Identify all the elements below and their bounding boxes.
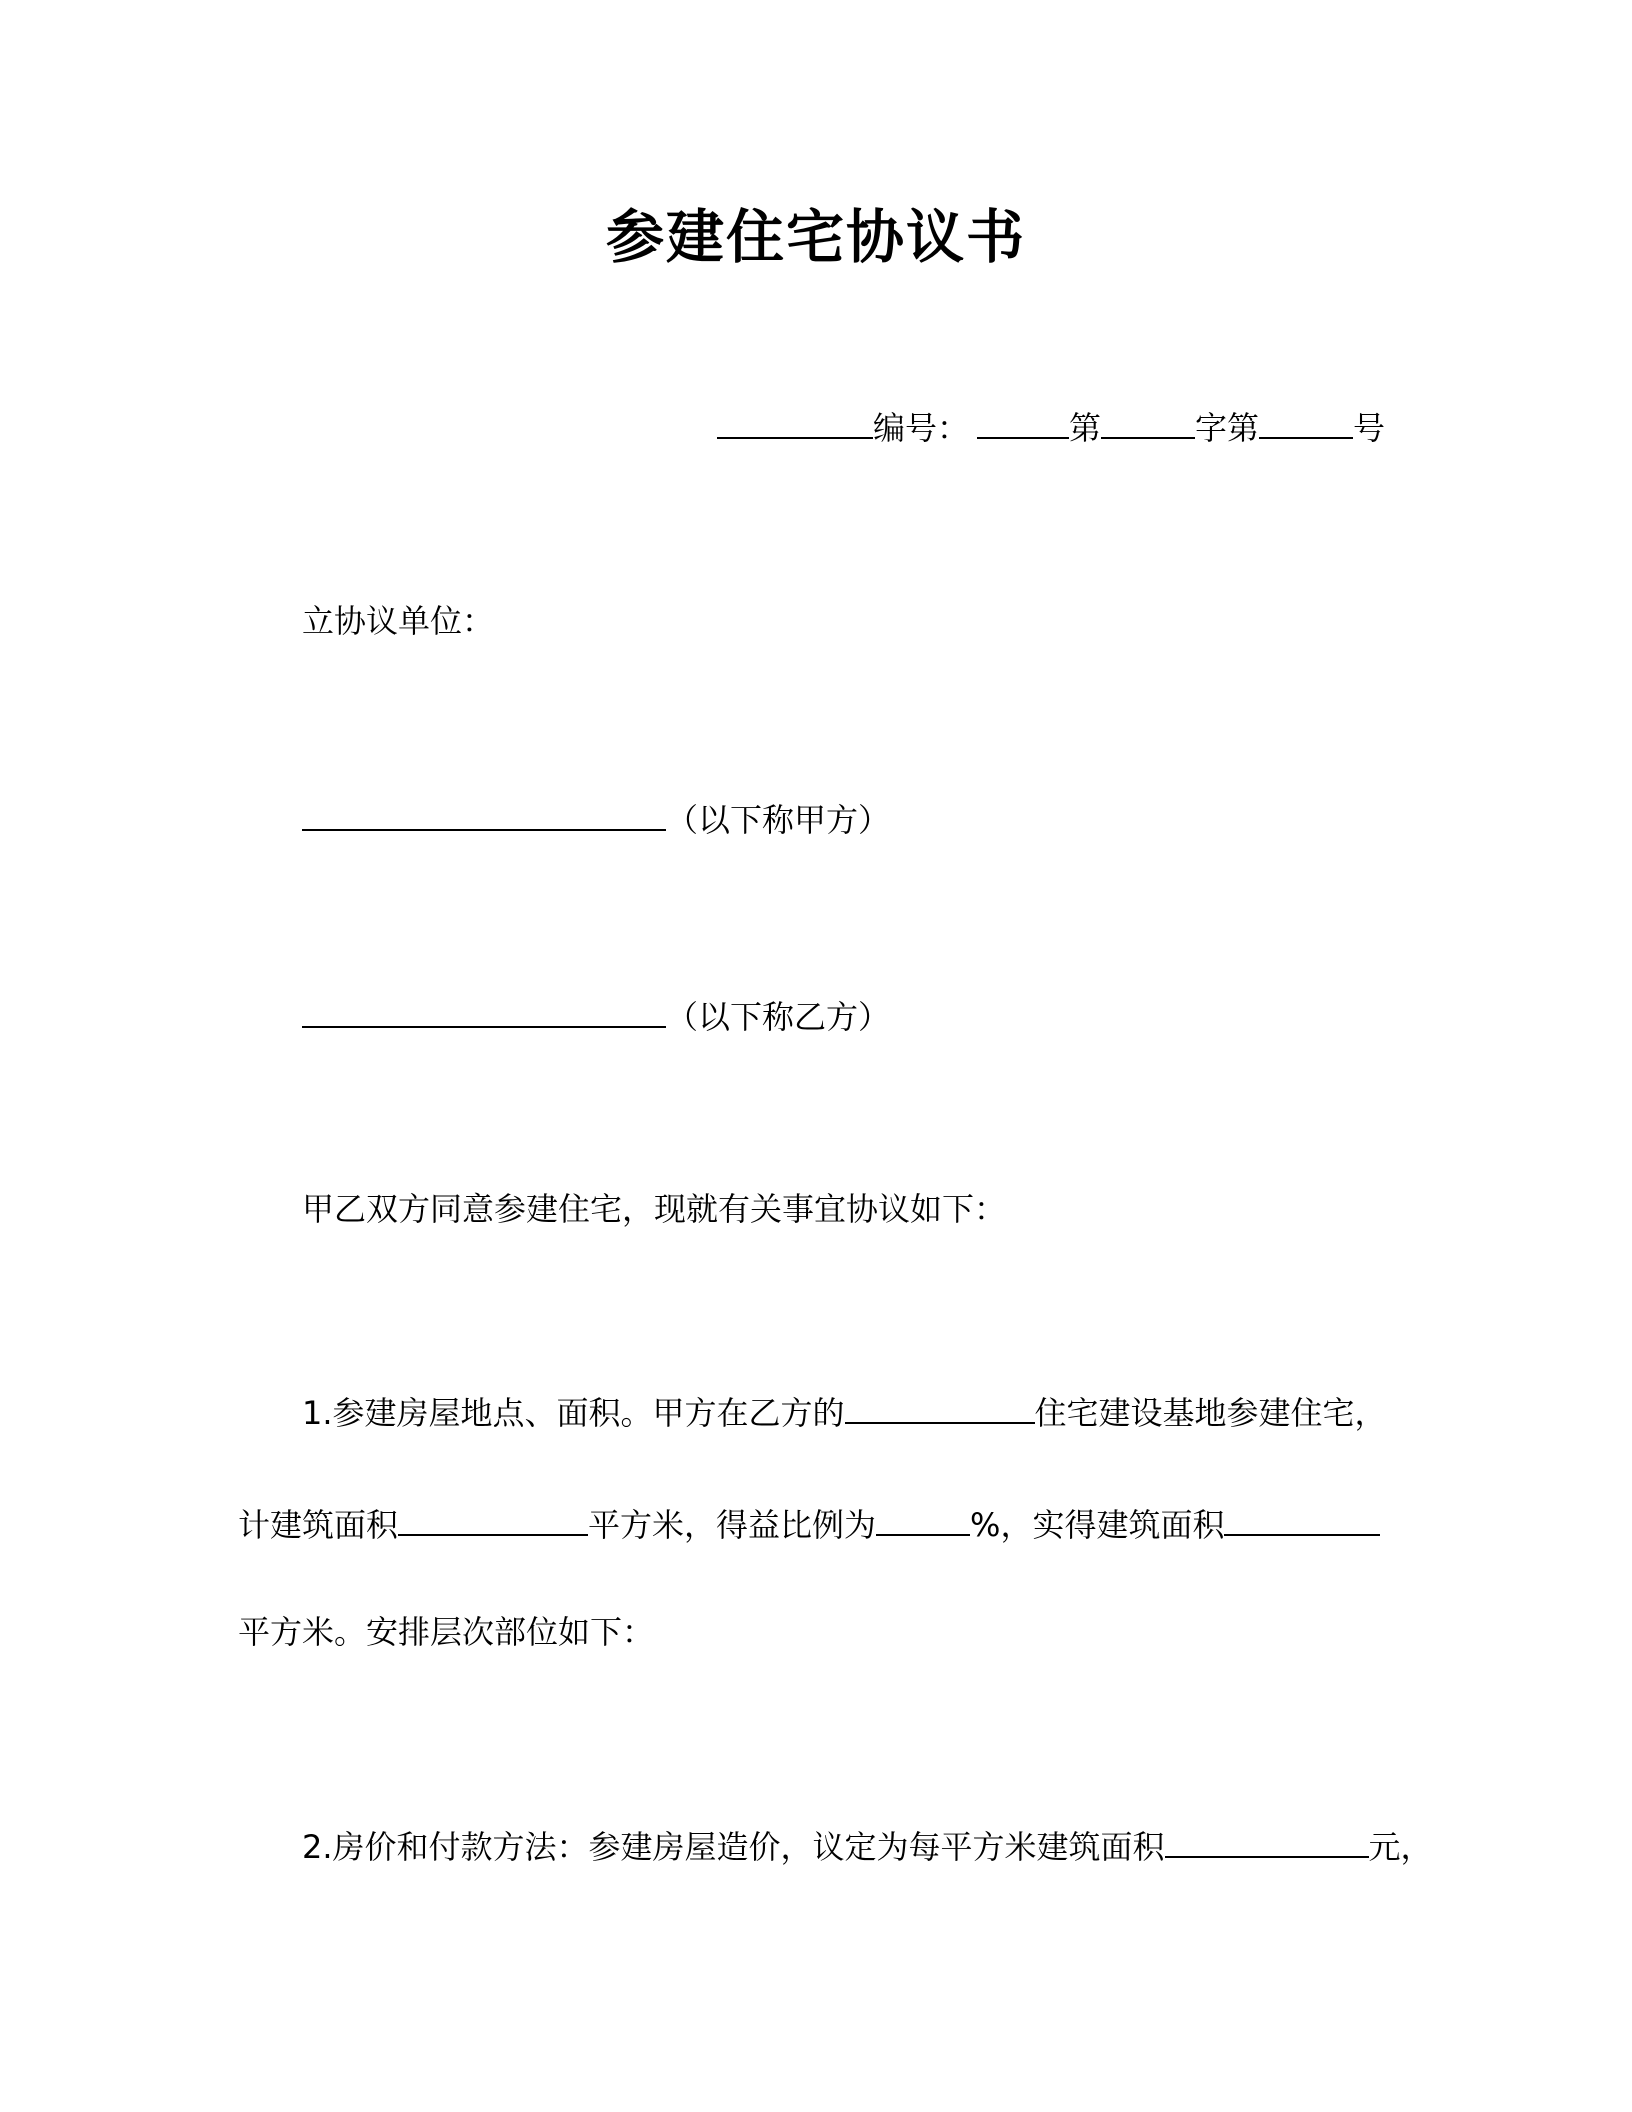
number-prefix-blank[interactable]: [717, 403, 873, 439]
clause1-line1: [302, 1388, 1387, 1432]
clause2-text-2: 元，: [1368, 1828, 1433, 1866]
number-line: [717, 403, 1386, 447]
clause1-line3: 平方米。安排层次部位如下：: [238, 1613, 655, 1651]
clause2-text-1: 2.房价和付款方法：参建房屋造价，议定为每平方米建筑面积: [302, 1828, 1165, 1866]
clause1-text-4: 平方米，得益比例为: [588, 1506, 877, 1544]
number-blank-1[interactable]: [977, 403, 1069, 439]
clause1-line2: [238, 1500, 1380, 1544]
number-zi-di-label: 字第: [1195, 409, 1260, 447]
number-label: 编号：: [873, 409, 970, 447]
clause1-actual-area-blank[interactable]: [1224, 1500, 1380, 1536]
party-a-line: [302, 795, 891, 839]
clause1-text-3: 计建筑面积: [238, 1506, 399, 1544]
party-a-suffix: （以下称甲方）: [666, 801, 891, 839]
clause1-text-1: 1.参建房屋地点、面积。甲方在乙方的: [302, 1394, 845, 1432]
clause1-area-blank[interactable]: [398, 1500, 588, 1536]
party-a-blank[interactable]: [302, 795, 666, 831]
document-title: 参建住宅协议书: [605, 203, 1026, 271]
clause1-ratio-blank[interactable]: [876, 1500, 970, 1536]
party-b-line: [302, 992, 891, 1036]
number-blank-3[interactable]: [1259, 403, 1353, 439]
clause1-text-2: 住宅建设基地参建住宅，: [1034, 1394, 1387, 1432]
clause1-text-5: %，实得建筑面积: [970, 1506, 1225, 1544]
number-blank-2[interactable]: [1101, 403, 1195, 439]
clause1-location-blank[interactable]: [845, 1388, 1035, 1424]
number-di-label: 第: [1069, 409, 1102, 447]
party-b-blank[interactable]: [302, 992, 666, 1028]
clause2-price-blank[interactable]: [1165, 1822, 1369, 1858]
party-b-suffix: （以下称乙方）: [666, 998, 891, 1036]
clause2-line1: [302, 1822, 1433, 1866]
parties-intro: 立协议单位：: [302, 602, 495, 640]
number-hao-label: 号: [1353, 409, 1386, 447]
agreement-intro: 甲乙双方同意参建住宅，现就有关事宜协议如下：: [302, 1190, 1007, 1228]
